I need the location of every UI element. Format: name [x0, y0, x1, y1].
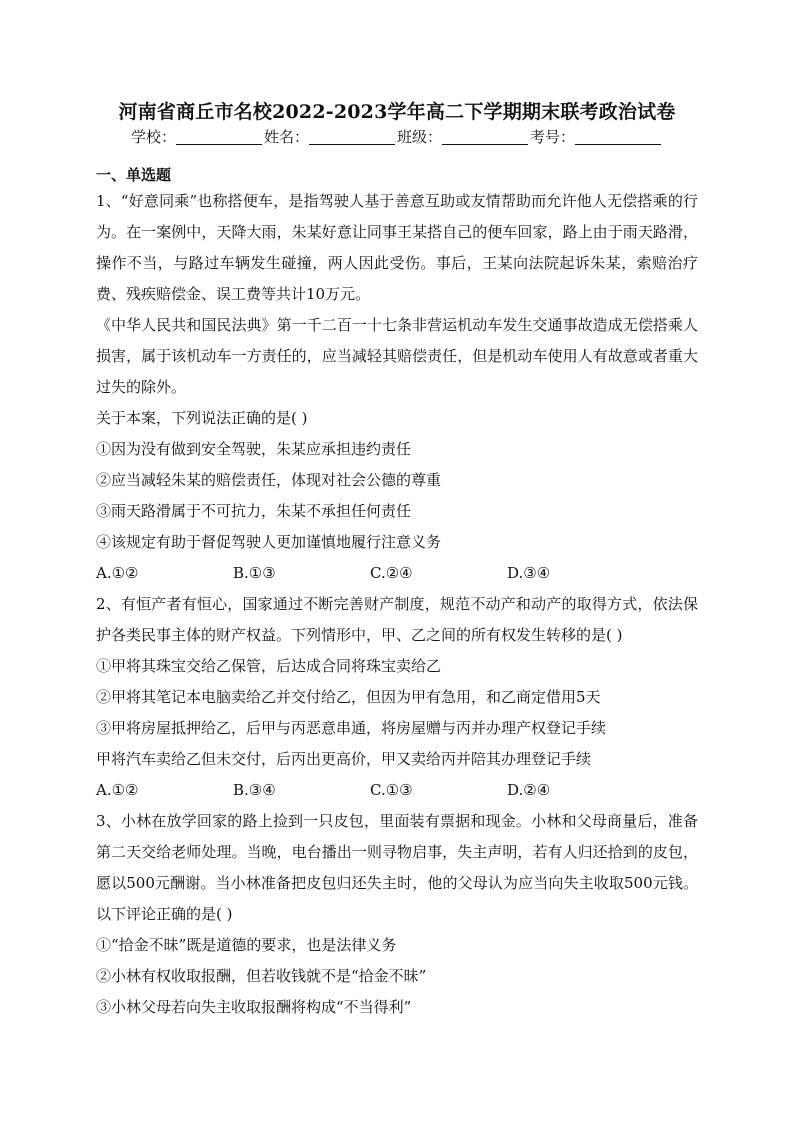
question-1-options	[96, 558, 698, 589]
questions-body	[96, 186, 698, 1023]
question-1-item: ④该规定有助于督促驾驶人更加谨慎地履行注意义务	[96, 533, 442, 551]
question-2-item: 甲将汽车卖给乙但未交付，后丙出更高价，甲又卖给丙并陪其办理登记手续	[96, 750, 592, 768]
option-a: A.①②	[96, 781, 139, 799]
section-heading: 一、单选题	[96, 166, 172, 184]
question-1-stem: 1、“好意同乘”也称搭便车，是指驾驶人基于善意互助或友情帮助而允许他人无偿搭乘的行为。在一案例中，天降大雨，朱某好意让同事王某搭自己的便车回家，路上由于雨天路滑，操作不当，与路过车辆发生碰撞，两人因此受伤。事后，王某向法院起诉朱某，索赔治疗费、残疾赔偿金、误工费等共计10万元。	[96, 192, 698, 303]
name-label: 姓名：	[263, 128, 309, 146]
school-label: 学校：	[130, 128, 176, 146]
class-blank	[442, 129, 528, 145]
question-1-item: ①因为没有做到安全驾驶，朱某应承担违约责任	[96, 440, 412, 458]
question-3-item: ③小林父母若向失主收取报酬将构成“不当得利”	[96, 998, 412, 1016]
option-b: B.①③	[233, 564, 276, 582]
option-b: B.③④	[233, 781, 276, 799]
question-2-item: ③甲将房屋抵押给乙，后甲与丙恶意串通，将房屋赠与丙并办理产权登记手续	[96, 719, 607, 737]
question-2-item: ②甲将其笔记本电脑卖给乙并交付给乙，但因为甲有急用，和乙商定借用5天	[96, 688, 601, 706]
question-3-stem: 3、小林在放学回家的路上捡到一只皮包，里面装有票据和现金。小林和父母商量后，准备第二天交给老师处理。当晚，电台播出一则寻物启事，失主声明，若有人归还拾到的皮包，愿以500元酬谢。当小林准备把皮包归还失主时，他的父母认为应当向失主收取500元钱。以下评论正确的是( )	[96, 812, 698, 923]
question-1-ask: 关于本案，下列说法正确的是( )	[96, 409, 308, 427]
option-a: A.①②	[96, 564, 139, 582]
question-2-options	[96, 775, 698, 806]
school-blank	[176, 129, 262, 145]
option-d: D.③④	[507, 564, 551, 582]
class-label: 班级：	[397, 128, 443, 146]
question-3-item: ①“拾金不昧”既是道德的要求，也是法律义务	[96, 936, 397, 954]
question-1-item: ③雨天路滑属于不可抗力，朱某不承担任何责任	[96, 502, 412, 520]
option-c: C.①③	[370, 781, 413, 799]
option-d: D.②④	[507, 781, 551, 799]
question-2-item: ①甲将其珠宝交给乙保管，后达成合同将珠宝卖给乙	[96, 657, 442, 675]
exam-title: 河南省商丘市名校2022-2023学年高二下学期期末联考政治试卷	[118, 101, 676, 123]
student-info-line	[0, 126, 794, 147]
question-1-legal-text: 《中华人民共和国民法典》第一千二百一十七条非营运机动车发生交通事故造成无偿搭乘人损害，属于该机动车一方责任的，应当减轻其赔偿责任，但是机动车使用人有故意或者重大过失的除外。	[96, 316, 698, 396]
question-2-stem: 2、有恒产者有恒心，国家通过不断完善财产制度，规范不动产和动产的取得方式，依法保护各类民事主体的财产权益。下列情形中，甲、乙之间的所有权发生转移的是( )	[96, 595, 698, 644]
exam-number-blank	[575, 129, 661, 145]
name-blank	[309, 129, 395, 145]
exam-number-label: 考号：	[530, 128, 576, 146]
question-3-item: ②小林有权收取报酬，但若收钱就不是“拾金不昧”	[96, 967, 427, 985]
option-c: C.②④	[370, 564, 413, 582]
question-1-item: ②应当减轻朱某的赔偿责任，体现对社会公德的尊重	[96, 471, 442, 489]
